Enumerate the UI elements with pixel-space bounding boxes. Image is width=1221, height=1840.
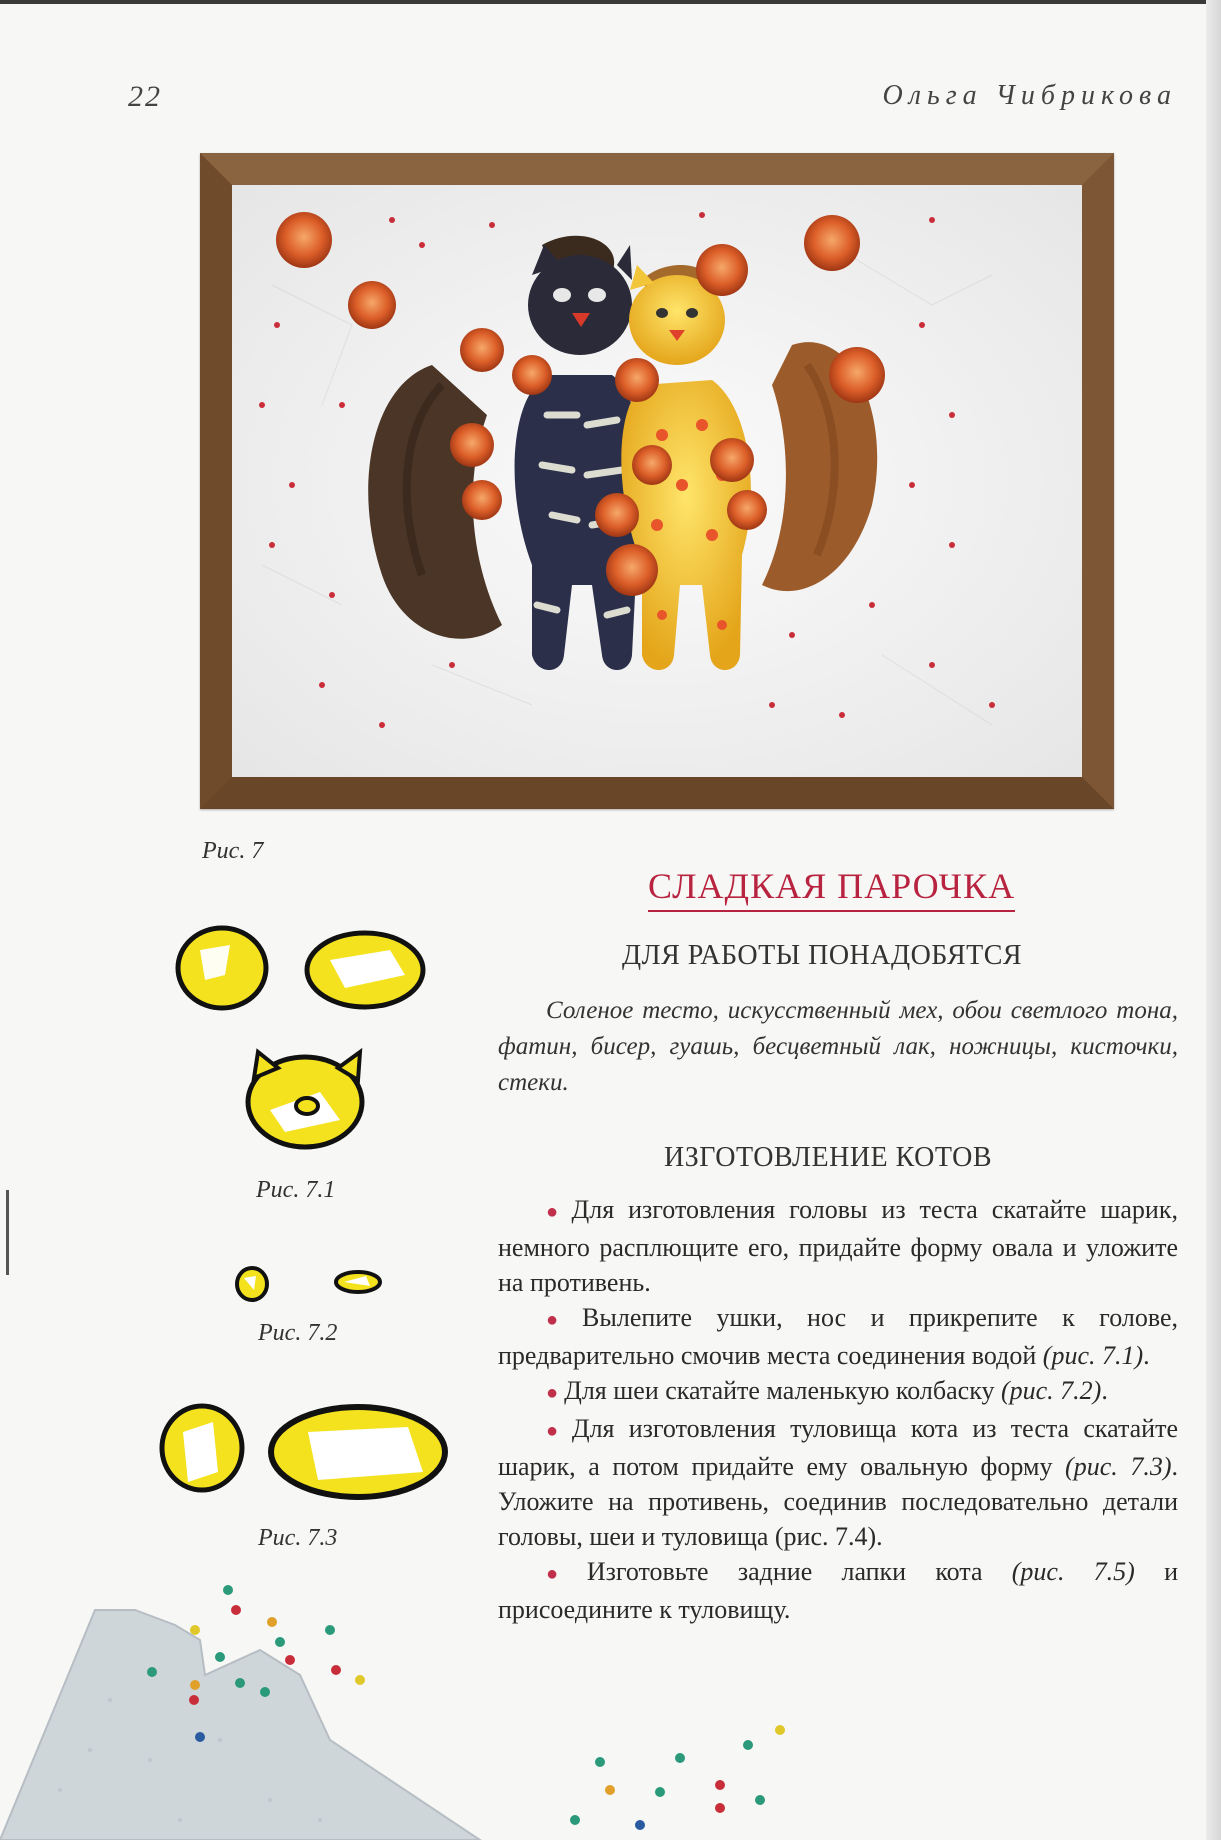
step-text: Для шеи скатайте маленькую колбаску: [564, 1376, 1001, 1405]
figure-7-2-caption: Рис. 7.2: [258, 1320, 338, 1346]
step-text-tail: и присоедините к туловищу.: [498, 1557, 1178, 1624]
figure-reference: (рис. 7.1): [1042, 1341, 1144, 1370]
page-right-edge: [1206, 0, 1221, 1840]
step-text: Для изготовления головы из теста скатайте шарик, немного расплющите его, придайте форму овала и уложите на противень.: [498, 1195, 1178, 1297]
running-header-author: Ольга Чибрикова: [882, 80, 1177, 111]
step-text-tail: .: [1143, 1341, 1150, 1370]
figure-reference: (рис. 7.3): [1065, 1452, 1172, 1481]
bullet-icon: ●: [546, 1201, 566, 1223]
step-text: Для изготовления туловища кота из теста скатайте шарик, а потом придайте ему овальную форму: [498, 1414, 1178, 1481]
framed-cats-photo: [200, 153, 1114, 809]
bullet-icon: ●: [546, 1420, 566, 1442]
steps-heading: ИЗГОТОВЛЕНИЕ КОТОВ: [664, 1142, 992, 1173]
step-paragraph: [498, 1411, 1178, 1554]
step-paragraph: [498, 1373, 1178, 1411]
step-paragraph: [498, 1300, 1178, 1373]
step-text-tail: .: [1101, 1376, 1108, 1405]
figure-7-caption: Рис. 7: [202, 838, 264, 864]
page-number: 22: [128, 80, 162, 113]
bullet-icon: ●: [546, 1309, 577, 1331]
figure-reference: (рис. 7.5): [1011, 1557, 1135, 1586]
binding-mark: [6, 1190, 9, 1275]
page-top-edge: [0, 0, 1221, 4]
step-text: Вылепите ушки, нос и прикрепите к голове, предварительно смочив места соединения водой: [498, 1303, 1178, 1370]
steps-list: [498, 1192, 1178, 1627]
figure-7-1-sketch: [170, 920, 450, 1160]
bullet-icon: ●: [546, 1382, 559, 1404]
materials-heading: ДЛЯ РАБОТЫ ПОНАДОБЯТСЯ: [622, 940, 1023, 971]
materials-list: Соленое тесто, искусственный мех, обои светлого тона, фатин, бисер, гуашь, бесцветный лак, ножницы, кисточки, стеки.: [498, 997, 1178, 1096]
figure-reference: (рис. 7.2): [1000, 1376, 1102, 1405]
cats-artwork: [232, 185, 1082, 777]
figure-7-3-caption: Рис. 7.3: [258, 1525, 338, 1551]
article-title: СЛАДКАЯ ПАРОЧКА: [648, 866, 1015, 912]
figure-7-2-sketch: [230, 1262, 390, 1312]
figure-7-1-caption: Рис. 7.1: [256, 1177, 336, 1203]
step-text: Изготовьте задние лапки кота: [586, 1557, 1012, 1586]
step-paragraph: [498, 1554, 1178, 1627]
figure-7-3-sketch: [158, 1402, 458, 1512]
bullet-icon: ●: [546, 1563, 581, 1585]
step-text-tail: . Уложите на противень, соединив последовательно детали головы, шеи и туловища (рис. 7.4).: [498, 1452, 1178, 1551]
step-paragraph: [498, 1192, 1178, 1300]
